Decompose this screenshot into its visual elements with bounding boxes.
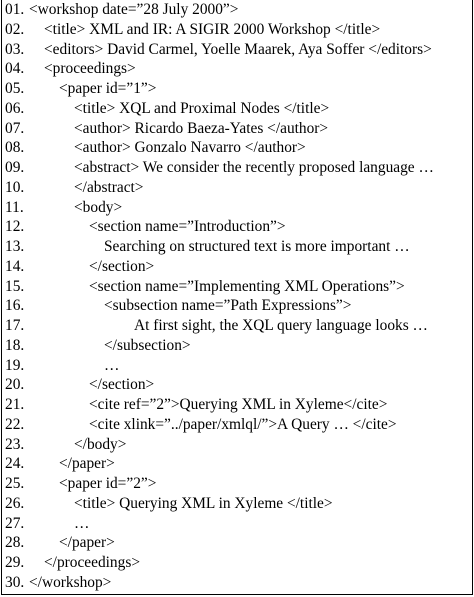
xml-code-listing	[1, 0, 473, 595]
code-line-07	[5, 119, 470, 139]
line-text: <section name=”Introduction”>	[89, 218, 286, 236]
line-text: <paper id=”1”>	[59, 80, 157, 97]
line-number: 02.	[5, 20, 25, 38]
line-text: At first sight, the XQL query language looks …	[134, 317, 428, 334]
line-number: 13.	[5, 238, 25, 255]
line-text: <author> Ricardo Baeza-Yates </author>	[74, 119, 329, 137]
line-text: <workshop date=”28 July 2000”>	[29, 1, 239, 18]
line-text: <subsection name=”Path Expressions”>	[104, 297, 352, 315]
line-text: …	[74, 514, 90, 532]
line-number: 26.	[5, 494, 25, 512]
line-text: <author> Gonzalo Navarro </author>	[74, 139, 306, 157]
line-number: 01.	[5, 1, 25, 18]
line-number: 28.	[5, 534, 25, 552]
line-number: 09.	[5, 159, 25, 176]
line-text: </proceedings>	[44, 554, 140, 571]
line-text: </section>	[89, 257, 155, 275]
code-line-26	[5, 494, 470, 514]
line-number: 17.	[5, 317, 25, 334]
code-line-25	[5, 474, 470, 494]
line-number: 19.	[5, 356, 25, 374]
line-number: 16.	[5, 297, 25, 315]
code-line-19	[5, 356, 470, 376]
line-number: 23.	[5, 435, 25, 453]
code-line-22	[5, 415, 470, 435]
code-line-28	[5, 533, 470, 553]
line-number: 11.	[5, 198, 24, 216]
line-number: 18.	[5, 336, 25, 354]
code-line-17	[5, 316, 470, 336]
line-number: 24.	[5, 455, 25, 473]
line-text: Searching on structured text is more important …	[104, 238, 410, 255]
code-line-18	[5, 336, 470, 356]
line-number: 07.	[5, 119, 25, 137]
line-number: 10.	[5, 178, 25, 196]
line-text: <cite ref=”2”>Querying XML in Xyleme</cite>	[89, 396, 388, 413]
code-line-30	[5, 573, 470, 593]
code-line-05	[5, 79, 470, 99]
line-number: 12.	[5, 218, 25, 236]
code-line-08	[5, 138, 470, 158]
code-line-09	[5, 158, 470, 178]
line-text: <body>	[74, 198, 123, 216]
code-line-12	[5, 217, 470, 237]
line-number: 06.	[5, 99, 25, 117]
line-text: </section>	[89, 376, 155, 394]
line-text: <title> Querying XML in Xyleme </title>	[74, 494, 333, 512]
code-line-11	[5, 198, 470, 218]
line-text: <editors> David Carmel, Yoelle Maarek, Aya Soffer </editors>	[44, 40, 432, 58]
line-number: 05.	[5, 80, 25, 97]
line-number: 08.	[5, 139, 25, 157]
code-line-03	[5, 40, 470, 60]
code-line-29	[5, 553, 470, 573]
line-number: 30.	[5, 573, 25, 591]
line-number: 29.	[5, 554, 25, 571]
line-text: </body>	[74, 435, 127, 453]
line-text: </paper>	[59, 534, 115, 552]
code-line-04	[5, 59, 470, 79]
code-line-23	[5, 435, 470, 455]
line-text: </paper>	[59, 455, 115, 473]
line-number: 22.	[5, 415, 25, 433]
code-line-27	[5, 514, 470, 534]
line-text: </abstract>	[74, 178, 144, 196]
code-line-01	[5, 0, 470, 20]
code-line-10	[5, 178, 470, 198]
line-text: </workshop>	[29, 573, 112, 591]
line-text: <title> XQL and Proximal Nodes </title>	[74, 99, 330, 117]
line-number: 04.	[5, 60, 25, 78]
code-line-06	[5, 99, 470, 119]
line-text: </subsection>	[104, 336, 191, 354]
code-line-21	[5, 395, 470, 415]
line-text: <title> XML and IR: A SIGIR 2000 Workshop </title>	[44, 20, 381, 38]
code-line-13	[5, 237, 470, 257]
code-line-16	[5, 296, 470, 316]
line-number: 21.	[5, 396, 25, 413]
line-text: …	[104, 356, 120, 374]
code-line-15	[5, 277, 470, 297]
line-text: <paper id=”2”>	[59, 475, 157, 492]
line-number: 15.	[5, 277, 25, 295]
line-number: 27.	[5, 514, 25, 532]
code-line-02	[5, 20, 470, 40]
line-number: 20.	[5, 376, 25, 394]
line-number: 25.	[5, 475, 25, 492]
line-text: <cite xlink=”../paper/xmlql/”>A Query … </cite>	[89, 415, 397, 433]
line-text: <section name=”Implementing XML Operations”>	[89, 277, 405, 295]
line-text: <abstract> We consider the recently proposed language …	[74, 159, 434, 176]
line-number: 03.	[5, 40, 25, 58]
line-text: <proceedings>	[44, 60, 136, 78]
code-line-14	[5, 257, 470, 277]
code-line-24	[5, 454, 470, 474]
line-number: 14.	[5, 257, 25, 275]
code-line-20	[5, 375, 470, 395]
